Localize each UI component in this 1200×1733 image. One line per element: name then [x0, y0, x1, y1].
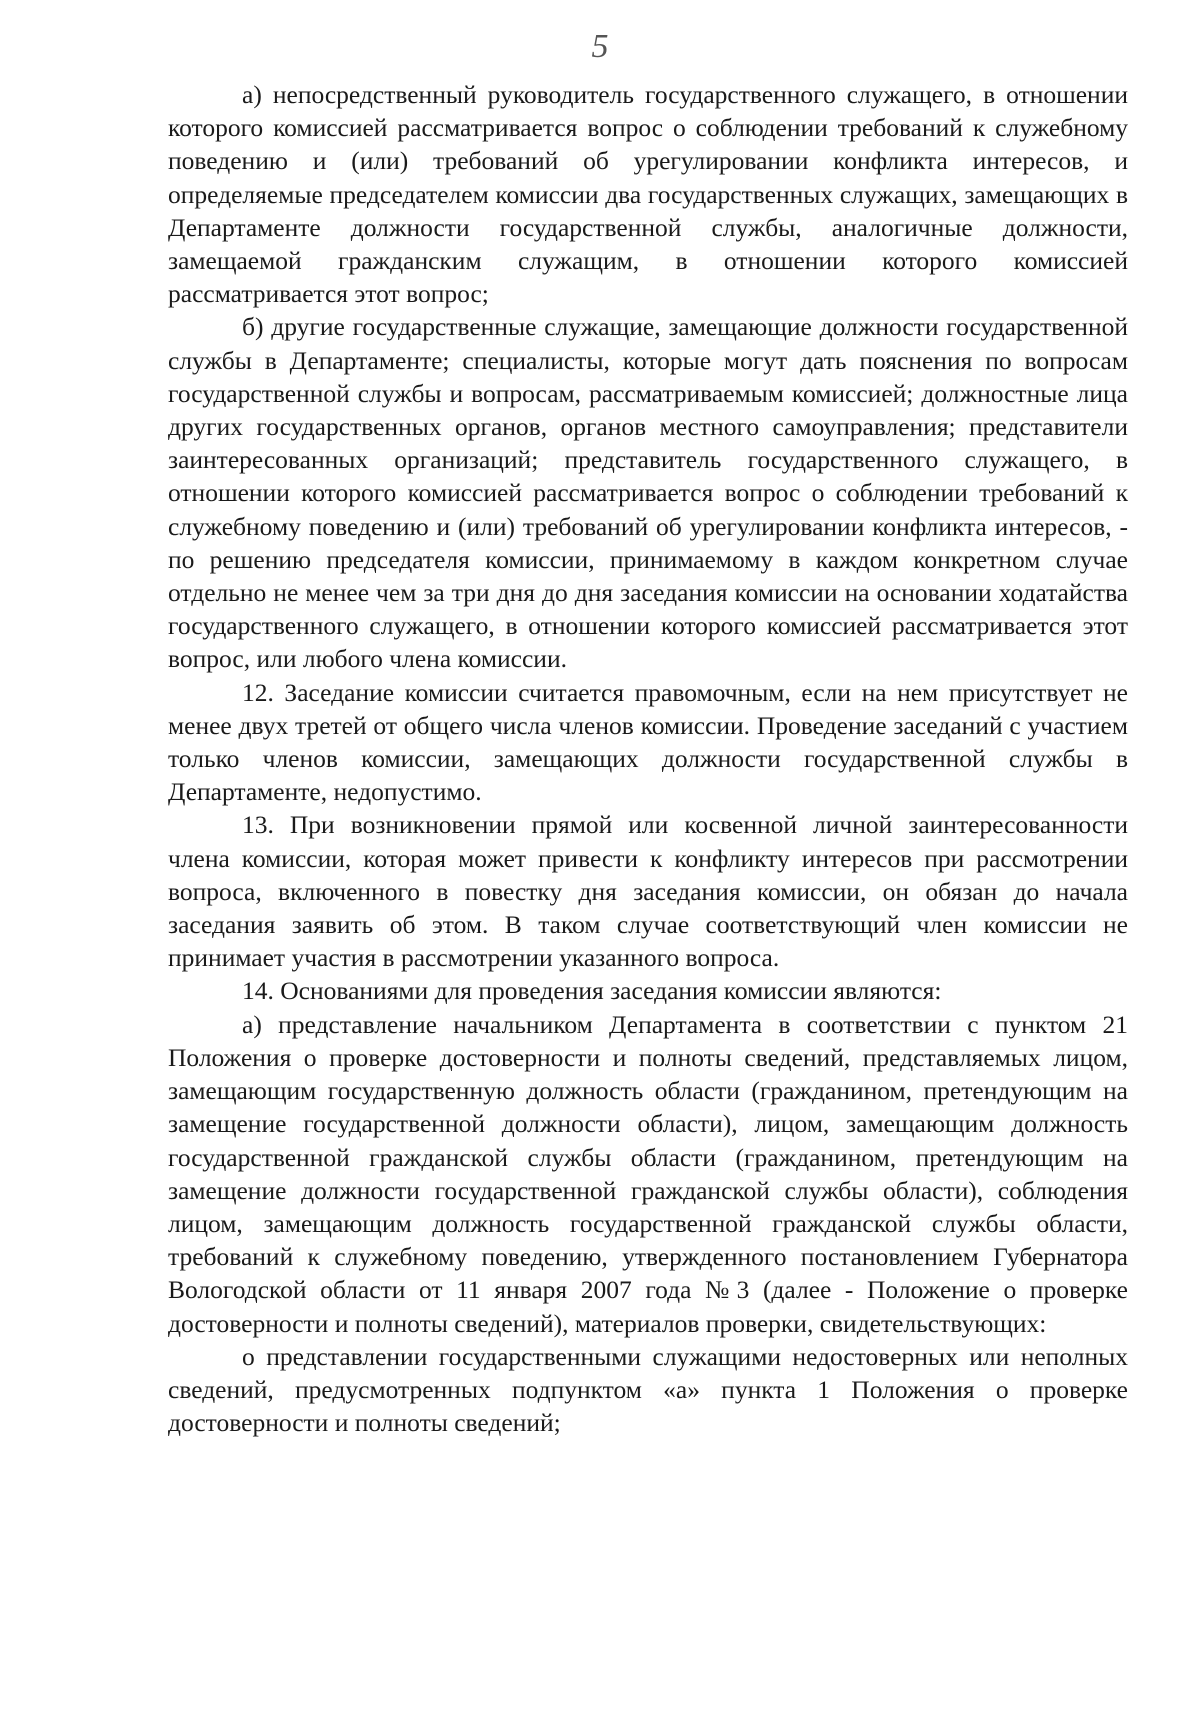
- paragraph-14-item-a: а) представление начальником Департамента в соответствии с пунктом 21 Положения о проверке достоверности и полноты сведений, представляемых лицом, замещающим государственную должность области (гражданином, претендующим на замещение государственной должности области), лицом, замещающим должность государственной гражданской службы области (гражданином, претендующим на замещение должности государственной гражданской службы области), соблюдения лицом, замещающим должность государственной гражданской службы области, требований к служебному поведению, утвержденного постановлением Губернатора Вологодской области от 11 января 2007 года №3 (далее - Положение о проверке достоверности и полноты сведений), материалов проверки, свидетельствующих:: [168, 1009, 1128, 1338]
- page-number: 5: [591, 28, 609, 65]
- document-body: [168, 78, 1128, 1439]
- paragraph-12-quorum: 12. Заседание комиссии считается правомочным, если на нем присутствует не менее двух третей от общего числа членов комиссии. Проведение заседаний с участием только членов комиссии, замещающих должности государственной службы в Департаменте, недопустимо.: [168, 677, 1128, 807]
- paragraph-item-a-direct-supervisor: а) непосредственный руководитель государственного служащего, в отношении которого комиссией рассматривается вопрос о соблюдении требований к служебному поведению и (или) требований об урегулировании конфликта интересов, и определяемые председателем комиссии два государственных служащих, замещающих в Департаменте должности государственной службы, аналогичные должности, замещаемой гражданским служащим, в отношении которого комиссией рассматривается этот вопрос;: [168, 80, 1128, 309]
- paragraph-13-conflict-of-interest: 13. При возникновении прямой или косвенной личной заинтересованности члена комиссии, которая может привести к конфликту интересов при рассмотрении вопроса, включенного в повестку дня заседания комиссии, он обязан до начала заседания заявить об этом. В таком случае соответствующий член комиссии не принимает участия в рассмотрении указанного вопроса.: [168, 810, 1128, 973]
- paragraph-14-grounds-heading: 14. Основаниями для проведения заседания комиссии являются:: [242, 976, 942, 1006]
- paragraph-14-item-a-subitem: о представлении государственными служащими недостоверных или неполных сведений, предусмотренных подпунктом «а» пункта 1 Положения о проверке достоверности и полноты сведений;: [168, 1341, 1128, 1438]
- paragraph-item-b-other-participants: б) другие государственные служащие, замещающие должности государственной службы в Департаменте; специалисты, которые могут дать пояснения по вопросам государственной службы и вопросам, рассматриваемым комиссией; должностные лица других государственных органов, органов местного самоуправления; представители заинтересованных организаций; представитель государственного служащего, в отношении которого комиссией рассматривается вопрос о соблюдении требований к служебному поведению и (или) требований об урегулировании конфликта интересов, - по решению председателя комиссии, принимаемому в каждом конкретном случае отдельно не менее чем за три дня до дня заседания комиссии на основании ходатайства государственного служащего, в отношении которого комиссией рассматривается этот вопрос, или любого члена комиссии.: [168, 312, 1128, 674]
